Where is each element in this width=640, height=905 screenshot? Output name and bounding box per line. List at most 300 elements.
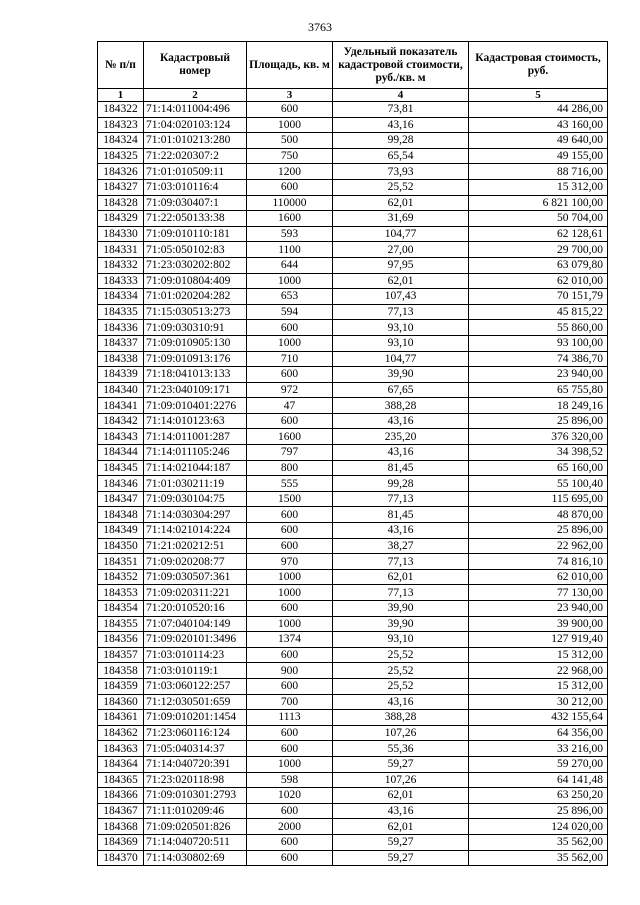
row-number-cell: 184352 [98, 569, 144, 585]
column-number: 4 [333, 89, 469, 102]
cadastral-number-cell: 71:14:021044:187 [144, 460, 247, 476]
cadastral-number-cell: 71:09:030104:75 [144, 491, 247, 507]
cadastral-number-cell: 71:09:030310:91 [144, 320, 247, 336]
header-cadastral-number: Кадастровый номер [144, 42, 247, 89]
table-row [98, 710, 608, 726]
cadastral-number-cell: 71:21:020212:51 [144, 538, 247, 554]
area-cell: 600 [247, 507, 333, 523]
cadastral-number-cell: 71:09:030507:361 [144, 569, 247, 585]
header-unit-value: Удельный показатель кадастровой стоимости, руб./кв. м [333, 42, 469, 89]
row-number-cell: 184364 [98, 756, 144, 772]
table-row [98, 585, 608, 601]
table-row [98, 741, 608, 757]
row-number-cell: 184354 [98, 601, 144, 617]
area-cell: 710 [247, 351, 333, 367]
row-number-cell: 184329 [98, 211, 144, 227]
row-number-cell: 184363 [98, 741, 144, 757]
cadastral-number-cell: 71:03:010114:23 [144, 647, 247, 663]
unit-value-cell: 43,16 [333, 694, 469, 710]
header-row-number: № п/п [98, 42, 144, 89]
cadastral-value-cell: 18 249,16 [469, 398, 608, 414]
cadastral-number-cell: 71:09:030407:1 [144, 195, 247, 211]
area-cell: 653 [247, 289, 333, 305]
cadastral-number-cell: 71:09:010913:176 [144, 351, 247, 367]
cadastral-number-cell: 71:03:010119:1 [144, 663, 247, 679]
row-number-cell: 184344 [98, 445, 144, 461]
unit-value-cell: 73,81 [333, 102, 469, 118]
cadastral-number-cell: 71:05:040314:37 [144, 741, 247, 757]
cadastral-number-cell: 71:14:030304:297 [144, 507, 247, 523]
unit-value-cell: 25,52 [333, 647, 469, 663]
cadastral-value-cell: 15 312,00 [469, 179, 608, 195]
cadastral-number-cell: 71:20:010520:16 [144, 601, 247, 617]
area-cell: 800 [247, 460, 333, 476]
unit-value-cell: 107,26 [333, 725, 469, 741]
unit-value-cell: 62,01 [333, 788, 469, 804]
unit-value-cell: 39,90 [333, 616, 469, 632]
table-body [98, 102, 608, 866]
unit-value-cell: 81,45 [333, 460, 469, 476]
area-cell: 1000 [247, 335, 333, 351]
cadastral-value-cell: 50 704,00 [469, 211, 608, 227]
unit-value-cell: 77,13 [333, 304, 469, 320]
cadastral-number-cell: 71:01:010213:280 [144, 133, 247, 149]
cadastral-number-cell: 71:14:040720:511 [144, 834, 247, 850]
cadastral-value-cell: 62 128,61 [469, 226, 608, 242]
unit-value-cell: 39,90 [333, 601, 469, 617]
cadastral-number-cell: 71:23:040109:171 [144, 382, 247, 398]
unit-value-cell: 59,27 [333, 756, 469, 772]
area-cell: 600 [247, 601, 333, 617]
cadastral-number-cell: 71:01:010509:11 [144, 164, 247, 180]
cadastral-number-cell: 71:01:030211:19 [144, 476, 247, 492]
row-number-cell: 184367 [98, 803, 144, 819]
area-cell: 600 [247, 367, 333, 383]
area-cell: 2000 [247, 819, 333, 835]
row-number-cell: 184339 [98, 367, 144, 383]
unit-value-cell: 65,54 [333, 148, 469, 164]
page-number: 3763 [308, 20, 332, 34]
area-cell: 1100 [247, 242, 333, 258]
row-number-cell: 184336 [98, 320, 144, 336]
row-number-cell: 184338 [98, 351, 144, 367]
cadastral-number-cell: 71:09:010401:2276 [144, 398, 247, 414]
table-row [98, 788, 608, 804]
cadastral-number-cell: 71:14:010123:63 [144, 413, 247, 429]
table-row [98, 273, 608, 289]
table-row [98, 507, 608, 523]
cadastral-value-cell: 30 212,00 [469, 694, 608, 710]
row-number-cell: 184368 [98, 819, 144, 835]
cadastral-number-cell: 71:01:020204:282 [144, 289, 247, 305]
table-row [98, 382, 608, 398]
table-row [98, 289, 608, 305]
unit-value-cell: 67,65 [333, 382, 469, 398]
table-row [98, 678, 608, 694]
area-cell: 1600 [247, 429, 333, 445]
row-number-cell: 184347 [98, 491, 144, 507]
cadastral-value-cell: 6 821 100,00 [469, 195, 608, 211]
unit-value-cell: 25,52 [333, 179, 469, 195]
table-row [98, 632, 608, 648]
cadastral-value-cell: 25 896,00 [469, 413, 608, 429]
table-row [98, 164, 608, 180]
cadastral-value-cell: 44 286,00 [469, 102, 608, 118]
table-row [98, 304, 608, 320]
cadastral-number-cell: 71:09:020501:826 [144, 819, 247, 835]
cadastral-value-cell: 25 896,00 [469, 523, 608, 539]
cadastral-value-cell: 15 312,00 [469, 647, 608, 663]
table-row [98, 133, 608, 149]
unit-value-cell: 38,27 [333, 538, 469, 554]
cadastral-value-cell: 74 816,10 [469, 554, 608, 570]
unit-value-cell: 388,28 [333, 398, 469, 414]
unit-value-cell: 77,13 [333, 554, 469, 570]
cadastral-value-cell: 23 940,00 [469, 367, 608, 383]
unit-value-cell: 93,10 [333, 632, 469, 648]
cadastral-number-cell: 71:23:060116:124 [144, 725, 247, 741]
cadastral-number-cell: 71:07:040104:149 [144, 616, 247, 632]
table-row [98, 429, 608, 445]
cadastral-number-cell: 71:18:041013:133 [144, 367, 247, 383]
row-number-cell: 184322 [98, 102, 144, 118]
unit-value-cell: 39,90 [333, 367, 469, 383]
cadastral-value-cell: 55 860,00 [469, 320, 608, 336]
cadastral-number-cell: 71:05:050102:83 [144, 242, 247, 258]
unit-value-cell: 25,52 [333, 663, 469, 679]
table-header-row [98, 42, 608, 89]
row-number-cell: 184327 [98, 179, 144, 195]
cadastral-value-cell: 35 562,00 [469, 850, 608, 866]
cadastral-value-cell: 88 716,00 [469, 164, 608, 180]
row-number-cell: 184360 [98, 694, 144, 710]
table-row [98, 554, 608, 570]
cadastral-value-table [97, 41, 608, 866]
unit-value-cell: 31,69 [333, 211, 469, 227]
row-number-cell: 184349 [98, 523, 144, 539]
area-cell: 1000 [247, 117, 333, 133]
unit-value-cell: 62,01 [333, 273, 469, 289]
cadastral-number-cell: 71:03:060122:257 [144, 678, 247, 694]
row-number-cell: 184346 [98, 476, 144, 492]
cadastral-number-cell: 71:14:030802:69 [144, 850, 247, 866]
unit-value-cell: 107,26 [333, 772, 469, 788]
row-number-cell: 184366 [98, 788, 144, 804]
cadastral-value-cell: 77 130,00 [469, 585, 608, 601]
cadastral-value-cell: 74 386,70 [469, 351, 608, 367]
row-number-cell: 184341 [98, 398, 144, 414]
unit-value-cell: 43,16 [333, 445, 469, 461]
area-cell: 600 [247, 834, 333, 850]
area-cell: 600 [247, 413, 333, 429]
table-row [98, 819, 608, 835]
row-number-cell: 184323 [98, 117, 144, 133]
cadastral-number-cell: 71:22:020307:2 [144, 148, 247, 164]
cadastral-number-cell: 71:23:030202:802 [144, 257, 247, 273]
cadastral-value-cell: 49 155,00 [469, 148, 608, 164]
row-number-cell: 184332 [98, 257, 144, 273]
table-row [98, 398, 608, 414]
cadastral-number-cell: 71:09:010301:2793 [144, 788, 247, 804]
row-number-cell: 184340 [98, 382, 144, 398]
cadastral-value-cell: 45 815,22 [469, 304, 608, 320]
cadastral-value-cell: 34 398,52 [469, 445, 608, 461]
cadastral-value-cell: 15 312,00 [469, 678, 608, 694]
row-number-cell: 184365 [98, 772, 144, 788]
cadastral-value-cell: 22 962,00 [469, 538, 608, 554]
row-number-cell: 184356 [98, 632, 144, 648]
area-cell: 1020 [247, 788, 333, 804]
unit-value-cell: 59,27 [333, 834, 469, 850]
row-number-cell: 184337 [98, 335, 144, 351]
row-number-cell: 184345 [98, 460, 144, 476]
area-cell: 1000 [247, 273, 333, 289]
area-cell: 110000 [247, 195, 333, 211]
row-number-cell: 184330 [98, 226, 144, 242]
cadastral-number-cell: 71:15:030513:273 [144, 304, 247, 320]
area-cell: 594 [247, 304, 333, 320]
cadastral-number-cell: 71:14:021014:224 [144, 523, 247, 539]
column-number-row [98, 89, 608, 102]
table-row [98, 491, 608, 507]
cadastral-value-cell: 93 100,00 [469, 335, 608, 351]
table-row [98, 117, 608, 133]
cadastral-value-cell: 376 320,00 [469, 429, 608, 445]
cadastral-value-cell: 33 216,00 [469, 741, 608, 757]
table-row [98, 523, 608, 539]
cadastral-value-cell: 22 968,00 [469, 663, 608, 679]
cadastral-value-cell: 62 010,00 [469, 273, 608, 289]
unit-value-cell: 104,77 [333, 351, 469, 367]
table-row [98, 476, 608, 492]
row-number-cell: 184369 [98, 834, 144, 850]
unit-value-cell: 81,45 [333, 507, 469, 523]
area-cell: 598 [247, 772, 333, 788]
table-row [98, 102, 608, 118]
area-cell: 900 [247, 663, 333, 679]
cadastral-value-cell: 70 151,79 [469, 289, 608, 305]
area-cell: 600 [247, 803, 333, 819]
area-cell: 1500 [247, 491, 333, 507]
unit-value-cell: 59,27 [333, 850, 469, 866]
area-cell: 600 [247, 678, 333, 694]
table-row [98, 647, 608, 663]
unit-value-cell: 62,01 [333, 569, 469, 585]
column-number: 1 [98, 89, 144, 102]
cadastral-value-cell: 59 270,00 [469, 756, 608, 772]
row-number-cell: 184370 [98, 850, 144, 866]
area-cell: 500 [247, 133, 333, 149]
unit-value-cell: 235,20 [333, 429, 469, 445]
area-cell: 1200 [247, 164, 333, 180]
unit-value-cell: 97,95 [333, 257, 469, 273]
cadastral-number-cell: 71:11:010209:46 [144, 803, 247, 819]
column-number: 3 [247, 89, 333, 102]
row-number-cell: 184343 [98, 429, 144, 445]
row-number-cell: 184325 [98, 148, 144, 164]
cadastral-value-cell: 63 250,20 [469, 788, 608, 804]
area-cell: 47 [247, 398, 333, 414]
table-row [98, 663, 608, 679]
area-cell: 1000 [247, 585, 333, 601]
area-cell: 972 [247, 382, 333, 398]
row-number-cell: 184351 [98, 554, 144, 570]
cadastral-number-cell: 71:09:020101:3496 [144, 632, 247, 648]
row-number-cell: 184348 [98, 507, 144, 523]
table-row [98, 601, 608, 617]
row-number-cell: 184333 [98, 273, 144, 289]
cadastral-value-cell: 64 141,48 [469, 772, 608, 788]
cadastral-value-cell: 432 155,64 [469, 710, 608, 726]
row-number-cell: 184353 [98, 585, 144, 601]
row-number-cell: 184361 [98, 710, 144, 726]
area-cell: 1600 [247, 211, 333, 227]
row-number-cell: 184342 [98, 413, 144, 429]
area-cell: 1374 [247, 632, 333, 648]
row-number-cell: 184358 [98, 663, 144, 679]
table-row [98, 460, 608, 476]
area-cell: 1113 [247, 710, 333, 726]
table-row [98, 148, 608, 164]
cadastral-value-cell: 62 010,00 [469, 569, 608, 585]
unit-value-cell: 77,13 [333, 491, 469, 507]
unit-value-cell: 62,01 [333, 819, 469, 835]
header-area: Площадь, кв. м [247, 42, 333, 89]
area-cell: 1000 [247, 756, 333, 772]
area-cell: 600 [247, 179, 333, 195]
cadastral-value-cell: 65 755,80 [469, 382, 608, 398]
row-number-cell: 184350 [98, 538, 144, 554]
cadastral-value-cell: 39 900,00 [469, 616, 608, 632]
cadastral-number-cell: 71:14:011001:287 [144, 429, 247, 445]
unit-value-cell: 27,00 [333, 242, 469, 258]
cadastral-value-cell: 25 896,00 [469, 803, 608, 819]
cadastral-number-cell: 71:04:020103:124 [144, 117, 247, 133]
unit-value-cell: 388,28 [333, 710, 469, 726]
cadastral-value-cell: 35 562,00 [469, 834, 608, 850]
table-row [98, 834, 608, 850]
unit-value-cell: 107,43 [333, 289, 469, 305]
cadastral-value-cell: 115 695,00 [469, 491, 608, 507]
table-row [98, 694, 608, 710]
cadastral-value-cell: 48 870,00 [469, 507, 608, 523]
table-row [98, 616, 608, 632]
row-number-cell: 184357 [98, 647, 144, 663]
table-row [98, 725, 608, 741]
cadastral-number-cell: 71:09:010201:1454 [144, 710, 247, 726]
cadastral-number-cell: 71:09:010110:181 [144, 226, 247, 242]
row-number-cell: 184324 [98, 133, 144, 149]
row-number-cell: 184359 [98, 678, 144, 694]
table-row [98, 772, 608, 788]
cadastral-number-cell: 71:03:010116:4 [144, 179, 247, 195]
area-cell: 600 [247, 850, 333, 866]
unit-value-cell: 73,93 [333, 164, 469, 180]
unit-value-cell: 55,36 [333, 741, 469, 757]
column-number: 5 [469, 89, 608, 102]
unit-value-cell: 25,52 [333, 678, 469, 694]
area-cell: 750 [247, 148, 333, 164]
cadastral-value-cell: 127 919,40 [469, 632, 608, 648]
row-number-cell: 184362 [98, 725, 144, 741]
table-row [98, 335, 608, 351]
cadastral-value-cell: 64 356,00 [469, 725, 608, 741]
unit-value-cell: 43,16 [333, 413, 469, 429]
unit-value-cell: 43,16 [333, 117, 469, 133]
cadastral-number-cell: 71:22:050133:38 [144, 211, 247, 227]
column-number: 2 [144, 89, 247, 102]
cadastral-value-cell: 43 160,00 [469, 117, 608, 133]
unit-value-cell: 43,16 [333, 523, 469, 539]
row-number-cell: 184335 [98, 304, 144, 320]
cadastral-number-cell: 71:09:020311:221 [144, 585, 247, 601]
unit-value-cell: 93,10 [333, 335, 469, 351]
table-row [98, 226, 608, 242]
table-row [98, 413, 608, 429]
unit-value-cell: 99,28 [333, 476, 469, 492]
area-cell: 600 [247, 741, 333, 757]
cadastral-value-cell: 29 700,00 [469, 242, 608, 258]
table-row [98, 351, 608, 367]
table-row [98, 538, 608, 554]
area-cell: 700 [247, 694, 333, 710]
cadastral-value-cell: 23 940,00 [469, 601, 608, 617]
unit-value-cell: 93,10 [333, 320, 469, 336]
area-cell: 600 [247, 725, 333, 741]
cadastral-number-cell: 71:23:020118:98 [144, 772, 247, 788]
table-row [98, 195, 608, 211]
table-row [98, 445, 608, 461]
table-row [98, 242, 608, 258]
row-number-cell: 184331 [98, 242, 144, 258]
unit-value-cell: 99,28 [333, 133, 469, 149]
table-row [98, 367, 608, 383]
cadastral-value-cell: 55 100,40 [469, 476, 608, 492]
table-row [98, 803, 608, 819]
table-row [98, 211, 608, 227]
cadastral-number-cell: 71:14:011004:496 [144, 102, 247, 118]
unit-value-cell: 77,13 [333, 585, 469, 601]
table-row [98, 179, 608, 195]
table-row [98, 257, 608, 273]
unit-value-cell: 43,16 [333, 803, 469, 819]
area-cell: 600 [247, 538, 333, 554]
header-cadastral-value: Кадастровая стоимость, руб. [469, 42, 608, 89]
area-cell: 1000 [247, 569, 333, 585]
row-number-cell: 184328 [98, 195, 144, 211]
cadastral-number-cell: 71:09:010804:409 [144, 273, 247, 289]
table-row [98, 569, 608, 585]
cadastral-number-cell: 71:12:030501:659 [144, 694, 247, 710]
table-row [98, 756, 608, 772]
cadastral-value-cell: 49 640,00 [469, 133, 608, 149]
unit-value-cell: 62,01 [333, 195, 469, 211]
cadastral-value-cell: 63 079,80 [469, 257, 608, 273]
area-cell: 970 [247, 554, 333, 570]
area-cell: 600 [247, 647, 333, 663]
cadastral-number-cell: 71:14:011105:246 [144, 445, 247, 461]
area-cell: 600 [247, 523, 333, 539]
row-number-cell: 184355 [98, 616, 144, 632]
cadastral-value-cell: 65 160,00 [469, 460, 608, 476]
area-cell: 600 [247, 320, 333, 336]
row-number-cell: 184334 [98, 289, 144, 305]
unit-value-cell: 104,77 [333, 226, 469, 242]
area-cell: 555 [247, 476, 333, 492]
cadastral-number-cell: 71:14:040720:391 [144, 756, 247, 772]
area-cell: 600 [247, 102, 333, 118]
row-number-cell: 184326 [98, 164, 144, 180]
